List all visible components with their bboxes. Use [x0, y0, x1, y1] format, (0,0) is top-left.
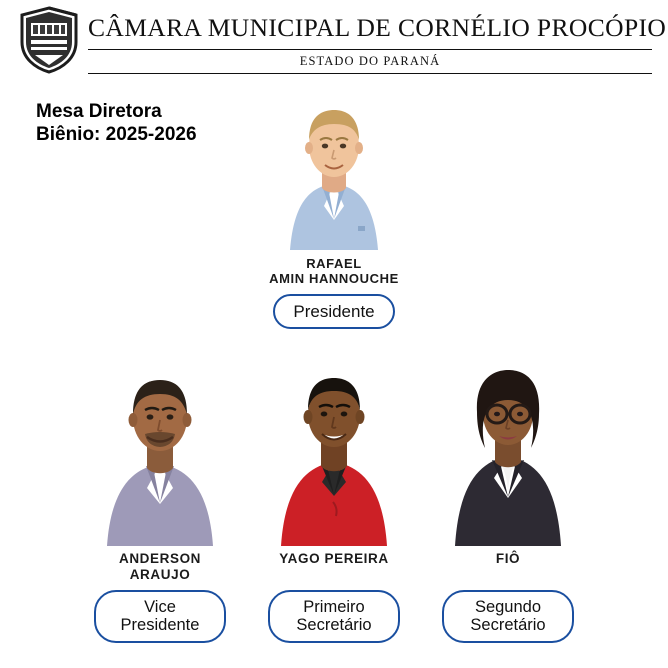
member-name-line-2: ARAUJO	[129, 566, 191, 582]
organization-subtitle: ESTADO DO PARANÁ	[299, 54, 441, 68]
member-name-line-1: ANDERSON	[118, 551, 202, 566]
member-role-badge	[268, 590, 400, 643]
coat-of-arms-icon	[18, 6, 80, 74]
member-name	[119, 551, 201, 583]
president-photo	[272, 88, 396, 250]
header-divider-bottom	[88, 73, 652, 74]
board-members-row	[0, 352, 668, 643]
member-role-badge	[94, 590, 226, 643]
member-role-line-1: Vice	[144, 597, 176, 616]
page-title-line-2: Biênio: 2025-2026	[36, 124, 197, 146]
president-role-badge: Presidente	[273, 294, 394, 329]
member-name	[496, 551, 520, 583]
member-card	[84, 352, 236, 643]
member-role-badge	[442, 590, 574, 643]
page-title-line-1: Mesa Diretora	[36, 101, 162, 122]
member-role-line-2: Presidente	[120, 616, 200, 635]
organization-title: CÂMARA MUNICIPAL DE CORNÉLIO PROCÓPIO	[88, 13, 667, 42]
member-role-line-1: Segundo	[474, 597, 542, 616]
member-role-line-1: Primeiro	[303, 597, 365, 616]
header-text-block	[88, 4, 667, 74]
president-card	[0, 88, 668, 329]
member-role-line-2: Secretário	[296, 616, 372, 635]
member-photo	[445, 352, 571, 546]
page-header	[0, 0, 668, 82]
member-photo	[271, 352, 397, 546]
member-name-line-1: YAGO PEREIRA	[279, 551, 389, 566]
member-name	[279, 551, 388, 583]
member-role-line-2: Secretário	[470, 616, 546, 635]
member-photo	[97, 352, 223, 546]
member-card	[432, 352, 584, 643]
president-name	[269, 256, 399, 287]
member-card	[258, 352, 410, 643]
president-name-line-2: AMIN HANNOUCHE	[269, 271, 399, 287]
president-name-line-1: RAFAEL	[306, 256, 362, 271]
member-name-line-1: FIÔ	[495, 551, 521, 566]
